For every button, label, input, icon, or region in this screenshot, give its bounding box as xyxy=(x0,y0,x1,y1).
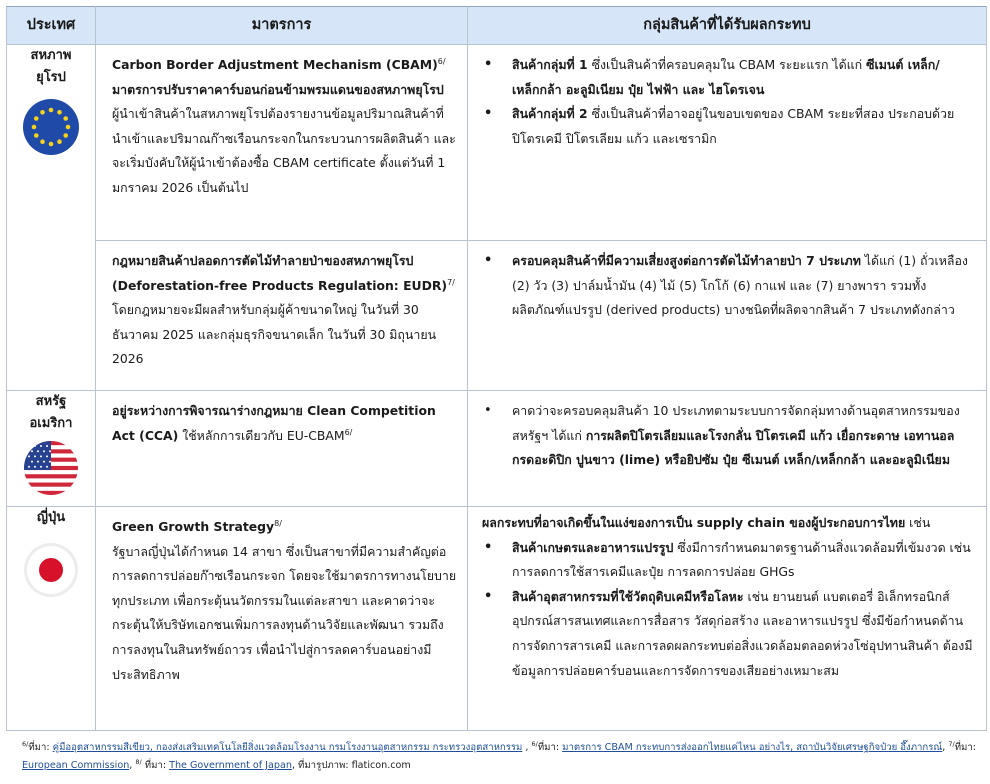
measure-title: Carbon Border Adjustment Mechanism (CBAM) xyxy=(112,57,438,72)
list-item: • ครอบคลุมสินค้าที่มีความเสี่ยงสูงต่อการตัดไม้ทำลายป่า 7 ประเภท ได้แก่ (1) ถั่วเหลือง (2) วัว (3) ปาล์มน้ำมัน (4) ไม้ (5) โกโก้ (6) กาแฟ และ (7) ยางพารา รวมทั้งผลิตภัณฑ์แปรรูป (derived products) บางชนิดที่ผลิตจากสินค้า 7 ประเภทดังกล่าว xyxy=(484,253,968,318)
impact-cca xyxy=(468,391,987,507)
list-item: • สินค้ากลุ่มที่ 2 ซึ่งเป็นสินค้าที่อาจอยู่ในขอบเขตของ CBAM ระยะที่สอง ประกอบด้วย ปิโตรเคมี ปิโตรเลียม แก้ว และเซรามิก xyxy=(484,106,955,146)
header-row xyxy=(7,7,987,45)
source-footnotes: $^{6/}$ที่มา: คู่มืออุตสาหกรรมสีเขียว, กองส่งเสริมเทคโนโลยีสิ่งแวดล้อมโรงงาน กรมโรงงานอุตสาหกรรม กระทรวงอุตสาหกรรม , $^{6/}$ที่มา: มาตรการ CBAM กระทบการส่งออกไทยแค่ไหน อย่างไร, สถาบันวิจัยเศรษฐกิจป๋วย อึ๊งภากรณ์, $^{7/}$ที่มา: European Commission, $^{8/}$ ที่มา: The Government of Japan, ที่มารูปภาพ: flaticon.com xyxy=(22,739,977,771)
source-link-green-industry[interactable]: คู่มืออุตสาหกรรมสีเขียว, กองส่งเสริมเทคโนโลยีสิ่งแวดล้อมโรงงาน กรมโรงงานอุตสาหกรรม กระทรวงอุตสาหกรรม xyxy=(52,742,523,753)
footnote-ref: 8/ xyxy=(274,518,282,528)
list-item: • สินค้ากลุ่มที่ 1 ซึ่งเป็นสินค้าที่ครอบคลุมใน CBAM ระยะแรก ได้แก่ ซีเมนต์ เหล็ก/เหล็กกล้า อะลูมิเนียม ปุ๋ย ไฟฟ้า และ ไฮโดรเจน xyxy=(484,57,940,97)
country-cell-eu xyxy=(7,45,96,391)
source-link-government-of-japan[interactable]: The Government of Japan xyxy=(169,760,292,771)
measure-title: Green Growth Strategy xyxy=(112,519,275,534)
measure-cca xyxy=(96,391,468,507)
measure-eudr xyxy=(96,241,468,391)
footnote-ref: 6/ xyxy=(437,56,446,66)
country-name: อเมริกา xyxy=(29,416,73,431)
country-name: ญี่ปุ่น xyxy=(36,510,66,525)
source-link-pier[interactable]: มาตรการ CBAM กระทบการส่งออกไทยแค่ไหน อย่างไร, สถาบันวิจัยเศรษฐกิจป๋วย อึ๊งภากรณ์ xyxy=(562,742,943,753)
us-flag-icon xyxy=(24,441,78,495)
country-name: สหภาพ xyxy=(30,48,72,63)
measure-body: ผู้นำเข้าสินค้าในสหภาพยุโรปต้องรายงานข้อมูลปริมาณสินค้าที่นำเข้าและปริมาณก๊าซเรือนกระจกในกระบวนการผลิตสินค้า และจะเริ่มบังคับให้ผู้นำเข้าต้องซื้อ CBAM certificate ตั้งแต่วันที่ 1 มกราคม 2026 เป็นต้นไป xyxy=(112,106,456,195)
footnote-ref: 7/ xyxy=(447,277,455,287)
header-impact: กลุ่มสินค้าที่ได้รับผลกระทบ xyxy=(468,7,987,45)
japan-flag-icon xyxy=(24,543,78,597)
measure-body: รัฐบาลญี่ปุ่นได้กำหนด 14 สาขา ซึ่งเป็นสาขาที่มีความสำคัญต่อการลดการปล่อยก๊าซเรือนกระจก โดยจะใช้มาตรการทางนโยบายทุกประเภท เพื่อกระตุ้นนวัตกรรมในแต่ละสาขา และคาดว่าจะกระตุ้นให้บริษัทเอกชนเพิ่มการลงทุนด้านวิจัยและพัฒนา รวมถึงการลงทุนในสินทรัพย์ถาวร เพื่อนำไปสู่การลดคาร์บอนอย่างมีประสิทธิภาพ xyxy=(112,543,457,682)
table-row-japan xyxy=(7,507,987,731)
impact-japan xyxy=(468,507,987,731)
eu-flag-icon xyxy=(23,99,79,155)
list-item: • คาดว่าจะครอบคลุมสินค้า 10 ประเภทตามระบบการจัดกลุ่มทางด้านอุตสาหกรรมของสหรัฐฯ ได้แก่ การผลิตปิโตรเลียมและโรงกลั่น ปิโตรเคมี แก้ว เยื่อกระดาษ เอทานอล กรดอะดิปิก ปูนขาว (lime) หรือยิปซัม ปุ๋ย ซีเมนต์ เหล็ก/เหล็กกล้า และอะลูมิเนียม xyxy=(484,403,960,468)
impact-intro: ผลกระทบที่อาจเกิดขึ้นในแง่ของการเป็น supply chain ของผู้ประกอบการไทย เช่น xyxy=(482,515,931,530)
measure-body: โดยกฎหมายจะมีผลสำหรับกลุ่มผู้ค้าขนาดใหญ่ ในวันที่ 30 ธันวาคม 2025 และกลุ่มธุรกิจขนาดเล็ก ในวันที่ 30 มิถุนายน 2026 xyxy=(112,302,437,367)
country-cell-us xyxy=(7,391,96,507)
list-item: • สินค้าเกษตรและอาหารแปรรูป ซึ่งมีการกำหนดมาตรฐานด้านสิ่งแวดล้อมที่เข้มงวด เช่น การลดการใช้สารเคมีและปุ๋ย การลดการปล่อย GHGs xyxy=(484,539,971,580)
table-row-eu-eudr xyxy=(7,241,987,391)
footnote-ref: 6/ xyxy=(344,427,353,437)
country-name: สหรัฐ xyxy=(35,394,67,409)
header-country: ประเทศ xyxy=(7,7,96,45)
measure-title: อยู่ระหว่างการพิจารณาร่างกฎหมาย Clean Competition Act (CCA) xyxy=(112,403,436,443)
country-name: ยุโรป xyxy=(36,70,66,85)
image-credit: , ที่มารูปภาพ: flaticon.com xyxy=(291,760,411,771)
measure-body: ใช้หลักการเดียวกับ EU-CBAM xyxy=(178,427,345,443)
impact-eudr xyxy=(468,241,987,391)
measure-green-growth xyxy=(96,507,468,731)
measure-title: กฎหมายสินค้าปลอดการตัดไม้ทำลายป่าของสหภาพยุโรป (Deforestation-free Products Regulation: EUDR) xyxy=(112,253,448,293)
table-row-us xyxy=(7,391,987,507)
header-measure: มาตรการ xyxy=(96,7,468,45)
source-link-european-commission[interactable]: European Commission xyxy=(22,760,130,771)
measure-cbam xyxy=(96,45,468,241)
measure-title-th: มาตรการปรับราคาคาร์บอนก่อนข้ามพรมแดนของสหภาพยุโรป xyxy=(112,81,444,97)
country-cell-japan xyxy=(7,507,96,731)
impact-cbam xyxy=(468,45,987,241)
table-row-eu-cbam xyxy=(7,45,987,241)
list-item: • สินค้าอุตสาหกรรมที่ใช้วัตถุดิบเคมีหรือโลหะ เช่น ยานยนต์ แบตเตอรี่ อิเล็กทรอนิกส์ อุปกรณ์สารสนเทศและการสื่อสาร วัสดุก่อสร้าง และอาหารแปรรูป ซึ่งมีข้อกำหนดด้านการจัดการสารเคมี และการลดผลกระทบต่อสิ่งแวดล้อมตลอดห่วงโซ่อุปทานสินค้า ต้องมีข้อมูลการปล่อยคาร์บอนและการจัดการของเสียอย่างเหมาะสม xyxy=(484,588,973,678)
measures-table xyxy=(6,6,987,731)
